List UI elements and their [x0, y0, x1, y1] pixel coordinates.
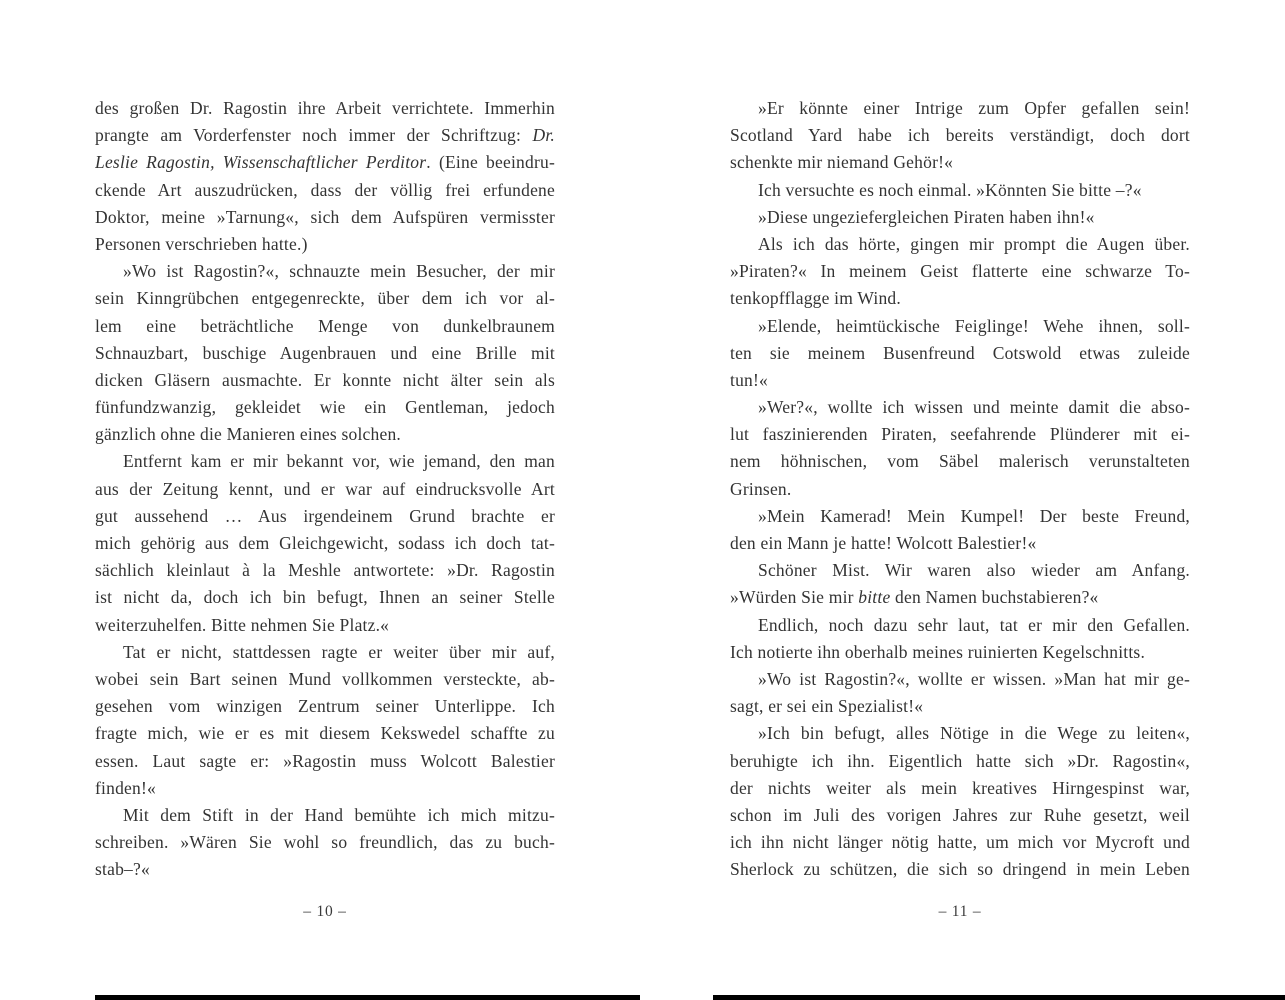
text-segment: Schnauzbart, buschige Augenbrauen und eine Brille mit: [95, 342, 555, 363]
text-segment: Grinsen.: [730, 478, 792, 499]
italic-text: Leslie Ragostin, Wissenschaftlicher Perditor: [95, 152, 427, 173]
text-segment: mich gehörig aus dem Gleichgewicht, sodass ich doch tat-: [95, 533, 555, 553]
page-left-text: [95, 95, 555, 883]
text-segment: »Ich bin befugt, alles Nötige in die Wege zu leiten«,: [758, 723, 1190, 744]
italic-text: bitte: [858, 587, 891, 608]
text-line: [95, 258, 555, 285]
text-line: [730, 829, 1190, 856]
page-number-left: – 10 –: [303, 903, 347, 920]
text-line: [730, 340, 1190, 367]
text-segment: fünfundzwanzig, gekleidet wie ein Gentleman, jedoch: [95, 397, 555, 418]
text-line: [95, 775, 555, 802]
text-line: [95, 231, 555, 258]
text-line: [730, 503, 1190, 530]
text-line: [95, 394, 555, 421]
text-segment: lut faszinierenden Piraten, seefahrende Plünderer mit ei-: [730, 424, 1190, 445]
text-line: [730, 149, 1190, 176]
text-line: [95, 557, 555, 584]
text-line: [730, 612, 1190, 639]
text-segment: lem eine beträchtliche Menge von dunkelbraunem: [95, 315, 555, 336]
text-segment: schon im Juli des vorigen Jahres zur Ruhe gesetzt, weil: [730, 804, 1190, 825]
text-segment: tun!«: [730, 369, 768, 390]
text-segment: »Wer?«, wollte ich wissen und meinte damit die abso-: [758, 397, 1190, 418]
text-segment: aus der Zeitung kennt, und er war auf eindrucksvolle Art: [95, 478, 555, 499]
text-segment: Personen verschrieben hatte.): [95, 233, 308, 254]
text-line: [730, 476, 1190, 503]
text-segment: tenkopfflagge im Wind.: [730, 288, 901, 309]
text-segment: finden!«: [95, 777, 156, 798]
text-segment: »Würden Sie mir: [730, 587, 859, 608]
text-line: [95, 95, 555, 122]
text-segment: Ich versuchte es noch einmal. »Könnten Sie bitte –?«: [758, 179, 1142, 200]
text-segment: . (Eine beeindru-: [426, 152, 555, 173]
page-bottom-edge-bar-left: [95, 995, 640, 1000]
text-segment: gänzlich ohne die Manieren eines solchen.: [95, 424, 401, 445]
text-segment: den ein Mann je hatte! Wolcott Balestier!«: [730, 533, 1037, 553]
text-line: [95, 612, 555, 639]
text-segment: dicken Gläsern ausmachte. Er konnte nicht älter sein als: [95, 369, 555, 390]
text-line: [730, 95, 1190, 122]
text-line: [95, 829, 555, 856]
text-segment: »Mein Kamerad! Mein Kumpel! Der beste Freund,: [758, 505, 1190, 526]
text-line: [730, 394, 1190, 421]
text-line: [730, 775, 1190, 802]
page-right-text: [730, 95, 1190, 883]
italic-text: Dr.: [532, 125, 555, 146]
text-segment: prangte am Vorderfenster noch immer der Schriftzug:: [95, 125, 533, 146]
text-line: [730, 258, 1190, 285]
text-line: [730, 530, 1190, 557]
page-bottom-edge-bar-right: [713, 995, 1285, 1000]
text-line: [730, 639, 1190, 666]
text-line: [730, 557, 1190, 584]
text-line: [730, 367, 1190, 394]
text-segment: Entfernt kam er mir bekannt vor, wie jemand, den man: [123, 451, 555, 472]
text-line: [730, 313, 1190, 340]
text-segment: ist nicht da, doch ich bin befugt, Ihnen an seiner Stelle: [95, 587, 555, 608]
text-segment: Scotland Yard habe ich bereits verständigt, doch dort: [730, 125, 1190, 146]
text-line: [95, 340, 555, 367]
text-segment: »Piraten?« In meinem Geist flatterte eine schwarze To-: [730, 261, 1190, 282]
text-segment: weiterzuhelfen. Bitte nehmen Sie Platz.«: [95, 614, 390, 635]
text-line: [730, 856, 1190, 883]
text-segment: Ich notierte ihn oberhalb meines ruinierten Kegelschnitts.: [730, 641, 1146, 662]
text-segment: ckende Art auszudrücken, dass der völlig frei erfundene: [95, 179, 555, 200]
text-line: [95, 204, 555, 231]
text-segment: den Namen buchstabieren?«: [890, 587, 1099, 608]
text-segment: ten sie meinem Busenfreund Cotswold etwas zuleide: [730, 342, 1190, 363]
text-line: [95, 177, 555, 204]
text-segment: nem höhnischen, vom Säbel malerisch verunstalteten: [730, 451, 1190, 472]
text-line: [95, 856, 555, 883]
text-line: [95, 313, 555, 340]
text-line: [95, 367, 555, 394]
text-segment: »Wo ist Ragostin?«, wollte er wissen. »Man hat mir ge-: [758, 668, 1190, 689]
text-line: [95, 476, 555, 503]
text-line: [730, 177, 1190, 204]
text-line: [730, 584, 1190, 611]
text-segment: gut aussehend … Aus irgendeinem Grund brachte er: [95, 505, 555, 526]
text-line: [730, 204, 1190, 231]
text-segment: schenkte mir niemand Gehör!«: [730, 152, 954, 173]
text-segment: wobei sein Bart seinen Mund vollkommen versteckte, ab-: [95, 668, 555, 689]
text-segment: essen. Laut sagte er: »Ragostin muss Wolcott Balestier: [95, 750, 555, 771]
text-segment: Endlich, noch dazu sehr laut, tat er mir den Gefallen.: [758, 614, 1190, 635]
text-segment: sagt, er sei ein Spezialist!«: [730, 696, 924, 717]
text-segment: gesehen vom winzigen Zentrum seiner Unterlippe. Ich: [95, 696, 555, 717]
text-line: [730, 666, 1190, 693]
text-line: [730, 693, 1190, 720]
text-line: [95, 666, 555, 693]
text-line: [730, 285, 1190, 312]
text-segment: stab–?«: [95, 859, 150, 880]
text-line: [95, 448, 555, 475]
text-line: [95, 584, 555, 611]
text-line: [730, 448, 1190, 475]
text-line: [730, 748, 1190, 775]
text-segment: Doktor, meine »Tarnung«, sich dem Aufspüren vermisster: [95, 206, 555, 227]
text-line: [95, 639, 555, 666]
text-line: [95, 122, 555, 149]
text-line: [95, 285, 555, 312]
text-segment: »Diese ungeziefergleichen Piraten haben ihn!«: [758, 206, 1095, 227]
text-line: [730, 802, 1190, 829]
text-line: [95, 693, 555, 720]
text-segment: fragte mich, wie er es mit diesem Kekswedel schaffte zu: [95, 723, 555, 744]
text-segment: ich ihn nicht länger nötig hatte, um mich vor Mycroft und: [730, 832, 1190, 853]
text-segment: schreiben. »Wären Sie wohl so freundlich, das zu buch-: [95, 832, 555, 853]
text-segment: sächlich kleinlaut à la Meshle antwortete: »Dr. Ragostin: [95, 560, 555, 581]
text-line: [95, 149, 555, 176]
text-line: [95, 720, 555, 747]
text-line: [730, 122, 1190, 149]
text-segment: »Wo ist Ragostin?«, schnauzte mein Besucher, der mir: [123, 261, 555, 282]
text-line: [95, 503, 555, 530]
text-segment: Mit dem Stift in der Hand bemühte ich mich mitzu-: [123, 804, 555, 825]
text-segment: sein Kinngrübchen entgegenreckte, über dem ich vor al-: [95, 288, 555, 309]
text-segment: beruhigte ich ihn. Eigentlich hatte sich »Dr. Ragostin«,: [730, 750, 1190, 771]
text-line: [95, 530, 555, 557]
text-segment: der nichts weiter als mein kreatives Hirngespinst war,: [730, 777, 1190, 798]
text-line: [95, 421, 555, 448]
text-segment: »Elende, heimtückische Feiglinge! Wehe ihnen, soll-: [758, 315, 1190, 336]
text-segment: Tat er nicht, stattdessen ragte er weiter über mir auf,: [123, 641, 555, 662]
text-line: [95, 802, 555, 829]
text-line: [730, 421, 1190, 448]
text-segment: Als ich das hörte, gingen mir prompt die Augen über.: [758, 233, 1190, 254]
text-line: [95, 748, 555, 775]
text-segment: Sherlock zu schützen, die sich so dringend in mein Leben: [730, 859, 1190, 880]
text-line: [730, 720, 1190, 747]
text-segment: des großen Dr. Ragostin ihre Arbeit verrichtete. Immerhin: [95, 98, 555, 118]
text-segment: Schöner Mist. Wir waren also wieder am Anfang.: [758, 560, 1190, 581]
text-segment: »Er könnte einer Intrige zum Opfer gefallen sein!: [758, 98, 1190, 118]
text-line: [730, 231, 1190, 258]
page-number-right: – 11 –: [938, 903, 982, 920]
